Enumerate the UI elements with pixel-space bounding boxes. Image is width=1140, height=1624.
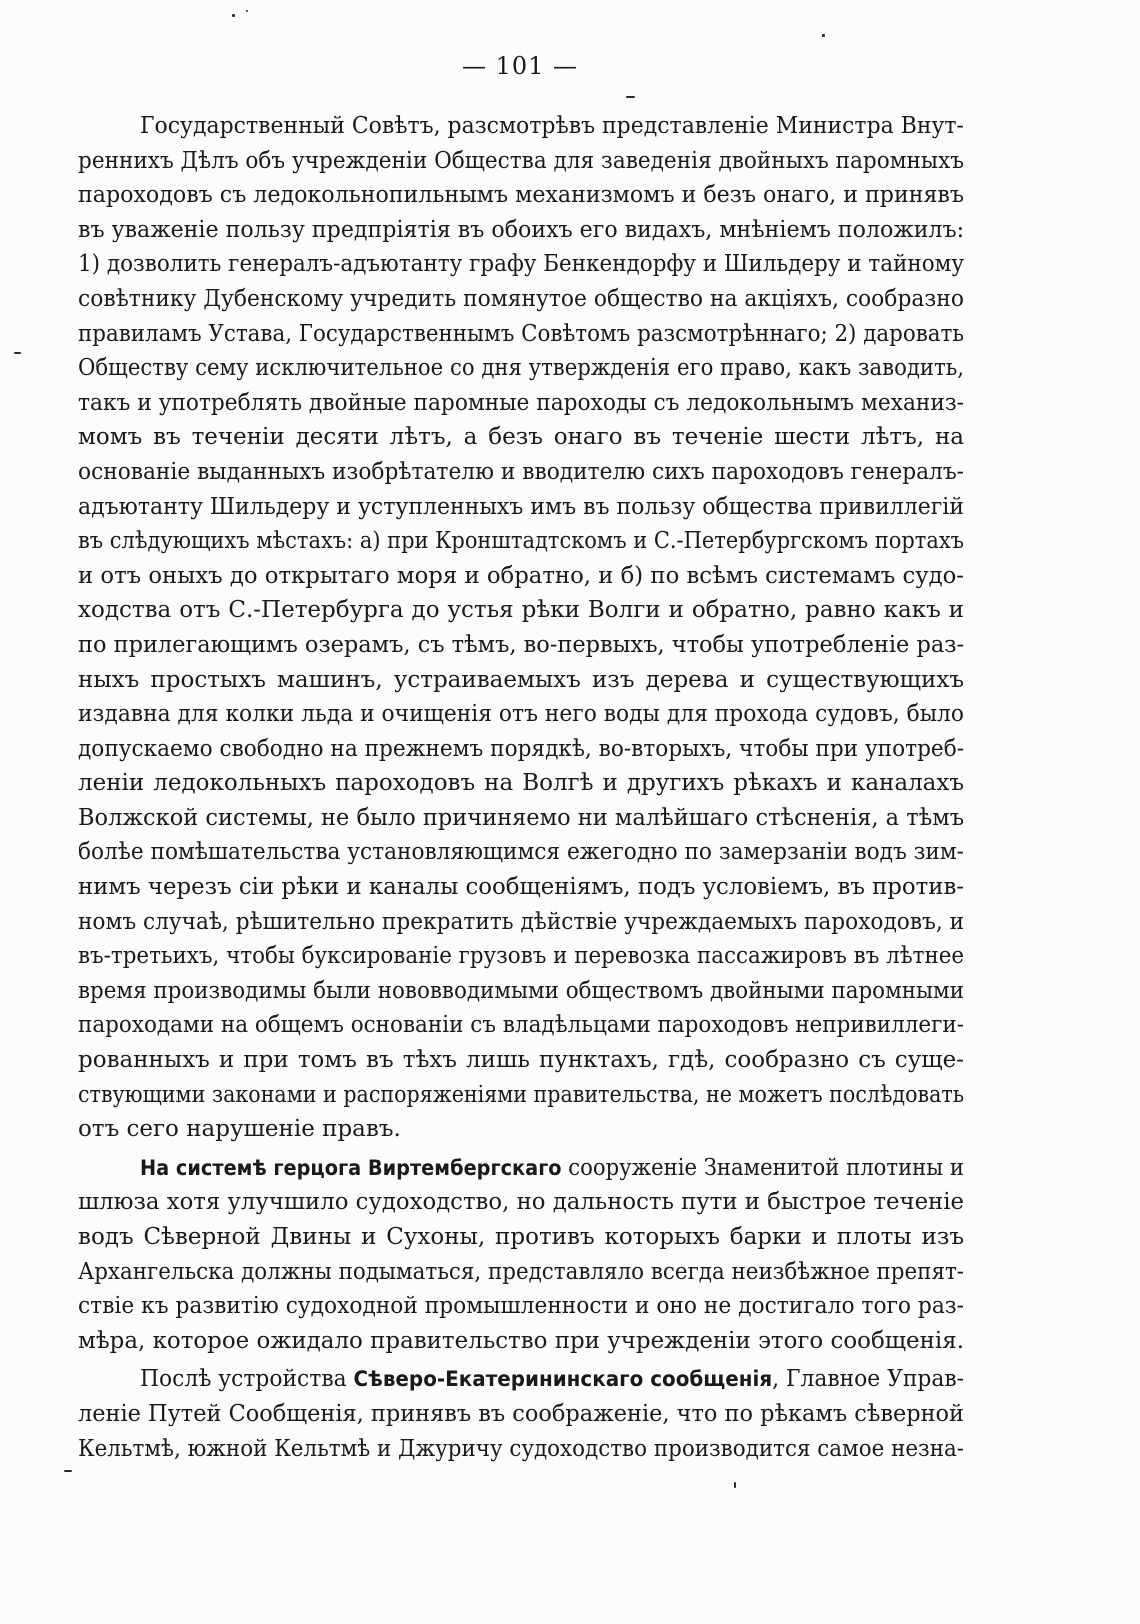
scan-speck xyxy=(246,10,248,12)
text-line: основаніе выданныхъ изобрѣтателю и вводителю сихъ пароходовъ генералъ- xyxy=(78,458,964,485)
text-line: ствующими законами и распоряженіями правительства, не можетъ послѣдовать xyxy=(78,1081,965,1108)
text-line: шлюза хотя улучшило судоходство, но дальность пути и быстрое теченіе xyxy=(78,1189,965,1216)
text-line: пароходовъ съ ледокольнопильнымъ механизмомъ и безъ онаго, и принявъ xyxy=(78,182,964,209)
text-line: отъ сего нарушеніе правъ. xyxy=(78,1116,401,1143)
text-line: Государственный Совѣтъ, разсмотрѣвъ представленіе Министра Внут- xyxy=(140,113,964,139)
text-line: въ слѣдующихъ мѣстахъ: а) при Кронштадтскомъ и С.-Петербургскомъ портахъ xyxy=(78,528,965,555)
paragraph-3 xyxy=(78,1362,964,1466)
text-fragment: сооруженіе Знаменитой плотины и xyxy=(561,1154,964,1181)
text-line: время производимы были нововводимыми обществомъ двойными паромными xyxy=(78,977,964,1004)
scan-speck xyxy=(14,352,21,354)
text-line: номъ случаѣ, рѣшительно прекратить дѣйствіе учреждаемыхъ пароходовъ, и xyxy=(78,908,965,935)
emphasis-text: На системѣ герцога Виртембергскаго xyxy=(140,1155,562,1180)
text-line: пароходами на общемъ основаніи съ владѣльцами пароходовъ непривиллеги- xyxy=(78,1012,965,1039)
scan-speck xyxy=(626,96,635,98)
scan-speck xyxy=(64,1470,72,1472)
text-line: совѣтнику Дубенскому учредить помянутое общество на акціяхъ, сообразно xyxy=(78,285,964,312)
text-line: болѣе помѣшательства установляющимся ежегодно по замерзаніи водъ зим- xyxy=(78,839,964,866)
body-text xyxy=(78,109,964,1466)
text-line: Архангельска должны подыматься, представляло всегда неизбѣжное препят- xyxy=(78,1258,965,1285)
text-line: по прилегающимъ озерамъ, съ тѣмъ, во-первыхъ, чтобы употребленіе раз- xyxy=(78,631,965,658)
emphasis-text: Сѣверо-Екатерининскаго сообщенія xyxy=(353,1367,773,1392)
text-line: момъ въ теченіи десяти лѣтъ, а безъ онаго въ теченіе шести лѣтъ, на xyxy=(78,424,964,451)
text-line: 1) дозволить генералъ-адъютанту графу Бенкендорфу и Шильдеру и тайному xyxy=(78,251,965,278)
text-line xyxy=(83,1151,964,1186)
text-line: мѣра, которое ожидало правительство при учрежденіи этого сообщенія. xyxy=(78,1327,964,1354)
text-line: и отъ оныхъ до открытаго моря и обратно, и б) по всѣмъ системамъ судо- xyxy=(78,562,964,589)
text-fragment: , Главное Управ- xyxy=(772,1366,965,1393)
text-line xyxy=(81,1362,964,1397)
text-line: реннихъ Дѣлъ объ учрежденіи Общества для заведенія двойныхъ паромныхъ xyxy=(78,147,965,174)
text-line: ходства отъ С.-Петербурга до устья рѣки Волги и обратно, равно какъ и xyxy=(78,597,964,624)
text-line: леніе Путей Сообщенія, принявъ въ соображеніе, что по рѣкамъ сѣверной xyxy=(78,1400,965,1427)
text-line: ствіе къ развитію судоходной промышленности и оно не достигало того раз- xyxy=(78,1293,964,1320)
text-line: Кельтмѣ, южной Кельтмѣ и Джуричу судоходство производится самое незна- xyxy=(78,1435,965,1462)
scan-speck xyxy=(734,1482,736,1488)
text-line: издавна для колки льда и очищенія отъ него воды для прохода судовъ, было xyxy=(78,701,965,728)
text-line: въ-третьихъ, чтобы буксированіе грузовъ и перевозка пассажировъ въ лѣтнее xyxy=(78,943,965,970)
text-line: леніи ледокольныхъ пароходовъ на Волгѣ и другихъ рѣкахъ и каналахъ xyxy=(78,770,964,797)
text-fragment: Послѣ устройства xyxy=(140,1366,354,1393)
text-line: адъютанту Шильдеру и уступленныхъ имъ въ пользу общества привиллегій xyxy=(78,493,965,520)
text-line: допускаемо свободно на прежнемъ порядкѣ, во-вторыхъ, чтобы при употреб- xyxy=(78,735,965,762)
text-line: такъ и употреблять двойные паромные пароходы съ ледокольнымъ механиз- xyxy=(78,389,965,416)
text-line: Обществу сему исключительное со дня утвержденія его право, какъ заводить, xyxy=(78,355,965,382)
paragraph-2 xyxy=(78,1151,964,1359)
text-line: рованныхъ и при томъ въ тѣхъ лишь пунктахъ, гдѣ, сообразно съ суще- xyxy=(78,1047,964,1074)
text-line: въ уваженіе пользу предпріятія въ обоихъ его видахъ, мнѣніемъ положилъ: xyxy=(78,216,965,243)
text-line: водъ Сѣверной Двины и Сухоны, противъ которыхъ барки и плоты изъ xyxy=(78,1224,964,1250)
text-line: правиламъ Устава, Государственнымъ Совѣтомъ разсмотрѣннаго; 2) даровать xyxy=(78,320,964,347)
paragraph-1 xyxy=(78,109,964,1147)
text-line: ныхъ простыхъ машинъ, устраиваемыхъ изъ дерева и существующихъ xyxy=(78,666,964,693)
scan-speck xyxy=(232,14,235,17)
scan-speck xyxy=(822,34,825,37)
page-number: — 101 — xyxy=(461,52,579,80)
text-line: нимъ черезъ сіи рѣки и каналы сообщеніямъ, подъ условіемъ, въ против- xyxy=(78,874,965,901)
text-line: Волжской системы, не было причиняемо ни малѣйшаго стѣсненія, а тѣмъ xyxy=(78,804,965,831)
